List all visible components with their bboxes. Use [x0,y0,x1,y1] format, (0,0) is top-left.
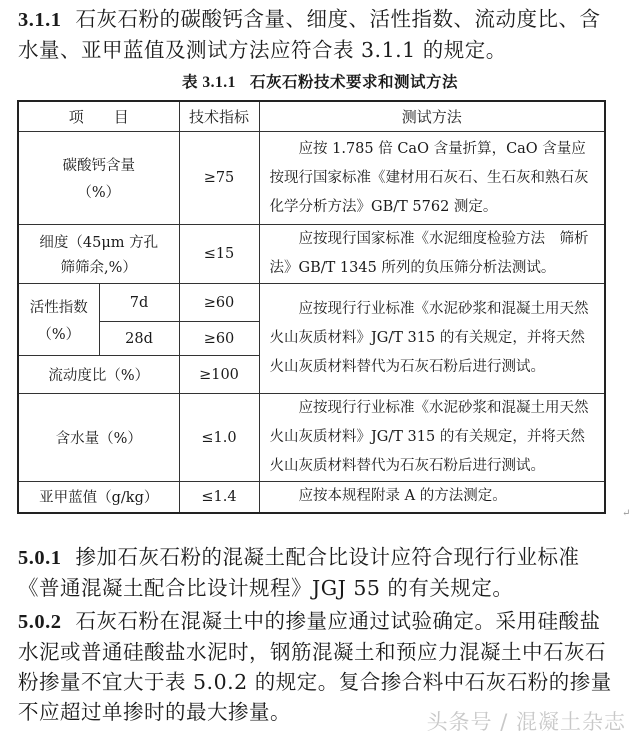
section-text: 石灰石粉在混凝土中的掺量应通过试验确定。采用硅酸盐水泥或普通硅酸盐水泥时，钢筋混凝土和预应力混凝土中石灰石粉掺量不宜大于表 5.0.2 的规定。复合掺合料中石灰石粉的掺量不应超过单掺时的最大掺量。 [18,609,612,724]
cell-value: ≥60 [179,284,259,322]
section-5-0-1 [18,542,618,603]
cell-item: 含水量（%） [18,394,179,482]
table-header-row [18,101,605,132]
cell-item: 流动度比（%） [18,356,179,394]
item-label: 活性指数 [29,299,88,316]
table-row [18,482,605,513]
section-text: 石灰石粉的碳酸钙含量、细度、活性指数、流动度比、含水量、亚甲蓝值及测试方法应符合表 3.1.1 的规定。 [18,7,601,62]
cell-value: ≤1.0 [179,394,259,482]
item-unit: （%） [37,326,81,343]
return-mark-icon: ↵ [622,508,631,519]
item-label: 细度（45μm 方孔 [39,235,159,251]
table-row [18,225,605,284]
spec-table [17,100,606,514]
table-row [18,132,605,225]
header-item: 项 目 [18,101,179,132]
cell-age: 28d [99,322,179,356]
cell-method: 应按现行国家标准《水泥细度检验方法 筛析法》GB/T 1345 所列的负压筛分析法测试。 [259,225,605,284]
table-caption-title: 石灰石粉技术要求和测试方法 [249,72,458,91]
table-row [18,394,605,482]
header-value: 技术指标 [179,101,259,132]
header-method: 测试方法 [259,101,605,132]
cell-age: 7d [99,284,179,322]
cell-item: 亚甲蓝值（g/kg） [18,482,179,513]
section-number: 5.0.1 [18,547,62,569]
watermark: 头条号 / 混凝土杂志 [426,710,626,734]
section-3-1-1 [18,4,618,65]
section-number: 3.1.1 [18,9,62,31]
item-label: 碳酸钙含量 [62,158,135,174]
section-text: 掺加石灰石粉的混凝土配合比设计应符合现行行业标准《普通混凝土配合比设计规程》JGJ 55 的有关规定。 [18,545,580,600]
section-number: 5.0.2 [18,611,62,633]
cell-value: ≥75 [179,132,259,225]
cell-value: ≤1.4 [179,482,259,513]
cell-value: ≤15 [179,225,259,284]
table-caption [0,70,640,92]
cell-method: 应按本规程附录 A 的方法测定。 [259,482,605,513]
table-row [18,284,605,322]
cell-method: 应按 1.785 倍 CaO 含量折算，CaO 含量应按现行国家标准《建材用石灰石、生石灰和熟石灰化学分析方法》GB/T 5762 测定。 [259,132,605,225]
cell-item [18,225,179,284]
cell-value: ≥60 [179,322,259,356]
item-unit: （%） [77,185,121,201]
cell-item [18,132,179,225]
cell-value: ≥100 [179,356,259,394]
cell-method: 应按现行行业标准《水泥砂浆和混凝土用天然火山灰质材料》JG/T 315 的有关规定，并将天然火山灰质材料替代为石灰石粉后进行测试。 [259,394,605,482]
table-caption-number: 表 3.1.1 [182,74,236,91]
cell-item [18,284,99,356]
cell-method: 应按现行行业标准《水泥砂浆和混凝土用天然火山灰质材料》JG/T 315 的有关规定，并将天然火山灰质材料替代为石灰石粉后进行测试。 [259,284,605,394]
item-unit: 筛筛余,%） [60,260,137,276]
